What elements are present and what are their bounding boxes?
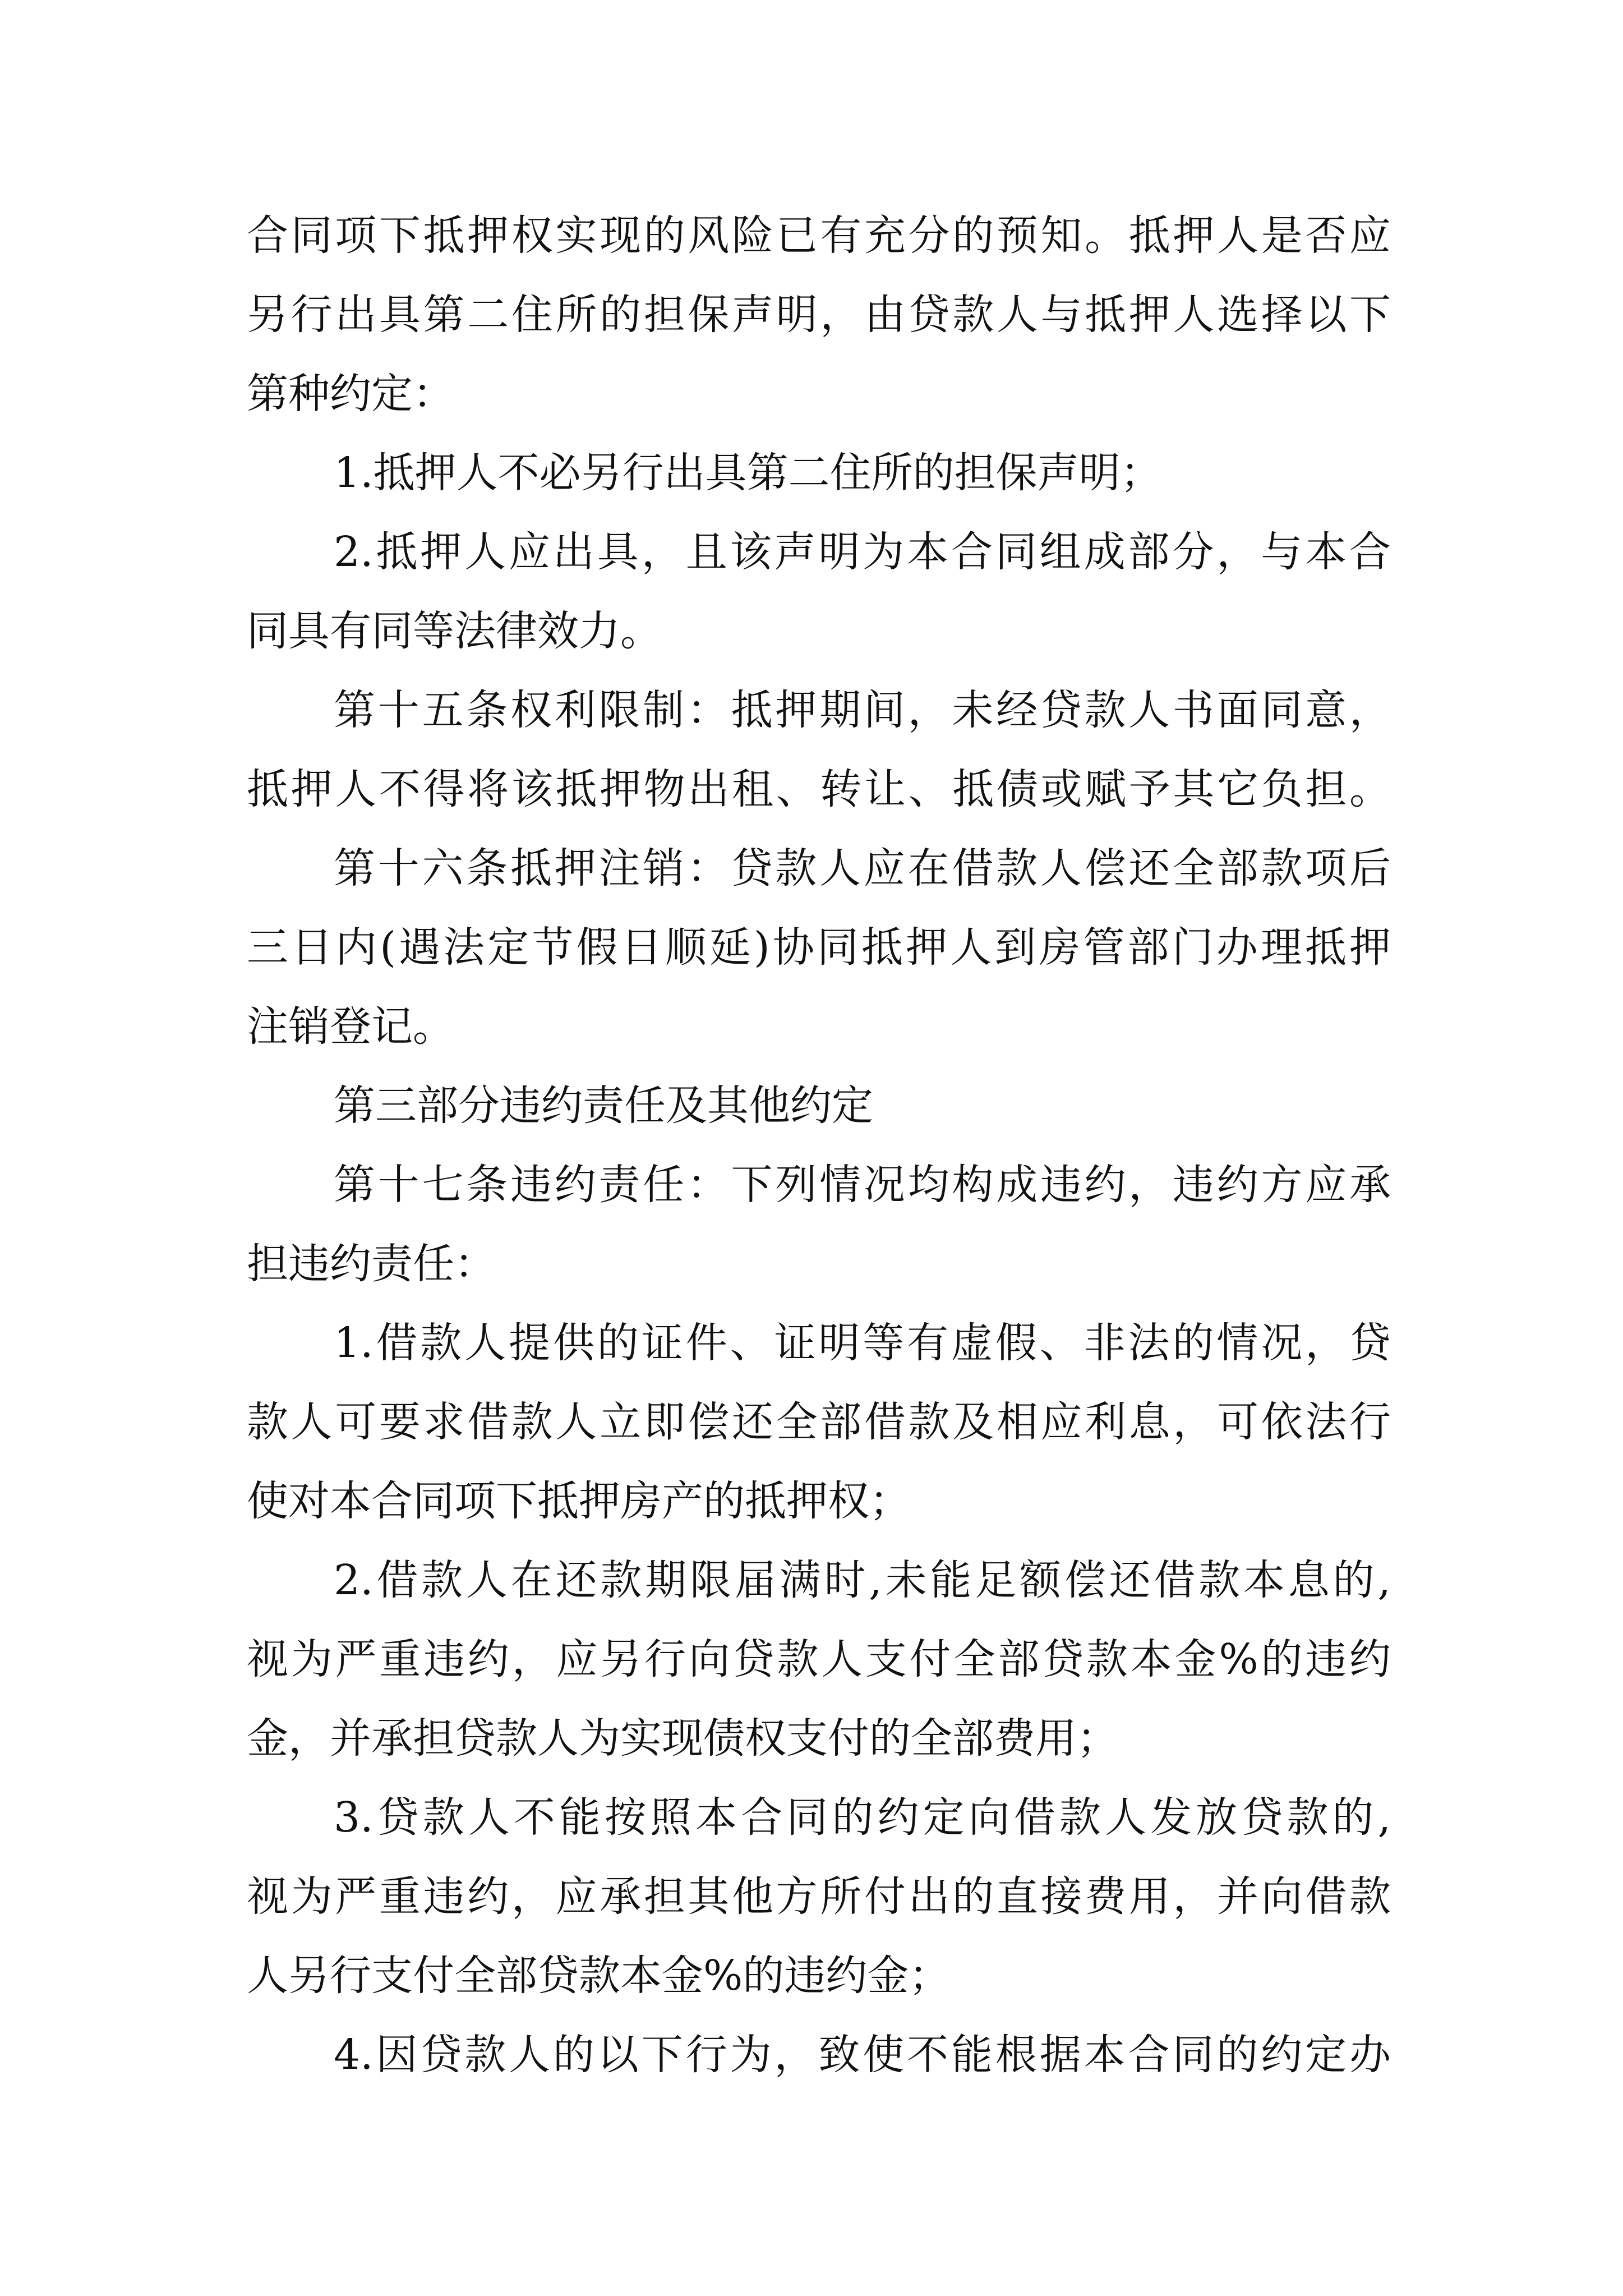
text-line: 第十六条抵押注销：贷款人应在借款人偿还全部款项后 [334,844,1391,892]
text-line: 视为严重违约，应另行向贷款人支付全部贷款本金%的违约 [247,1635,1391,1683]
section-heading: 第三部分违约责任及其他约定 [334,1082,873,1130]
text-line: 第种约定： [247,370,454,418]
text-line: 担违约责任： [247,1240,496,1288]
text-line: 使对本合同项下抵押房产的抵押权； [247,1477,911,1525]
text-line: 3.贷款人不能按照本合同的约定向借款人发放贷款的, [334,1793,1391,1842]
text-line: 三日内(遇法定节假日顺延)协同抵押人到房管部门办理抵押 [247,923,1391,972]
text-line: 第十五条权利限制：抵押期间，未经贷款人书面同意， [334,686,1391,734]
text-line: 同具有同等法律效力。 [247,607,662,655]
text-line: 合同项下抵押权实现的风险已有充分的预知。抵押人是否应 [247,211,1391,260]
text-line: 视为严重违约，应承担其他方所付出的直接费用，并向借款 [247,1872,1391,1921]
text-line: 款人可要求借款人立即偿还全部借款及相应利息，可依法行 [247,1398,1391,1446]
text-line: 1.借款人提供的证件、证明等有虚假、非法的情况，贷 [334,1319,1391,1367]
text-line: 金，并承担贷款人为实现债权支付的全部费用； [247,1714,1118,1763]
text-line: 另行出具第二住所的担保声明，由贷款人与抵押人选择以下 [247,291,1391,339]
text-line: 4.因贷款人的以下行为，致使不能根据本合同的约定办 [334,2031,1391,2079]
text-line: 注销登记。 [247,1002,454,1051]
text-line: 第十七条违约责任：下列情况均构成违约，违约方应承 [334,1161,1391,1209]
text-line: 抵押人不得将该抵押物出租、转让、抵债或赋予其它负担。 [247,765,1391,813]
text-line: 人另行支付全部贷款本金%的违约金； [247,1952,951,2000]
text-line: 1.抵押人不必另行出具第二住所的担保声明； [334,449,1162,497]
text-line: 2.借款人在还款期限届满时,未能足额偿还借款本息的, [334,1556,1391,1604]
text-line: 2.抵押人应出具，且该声明为本合同组成部分，与本合 [334,528,1391,576]
